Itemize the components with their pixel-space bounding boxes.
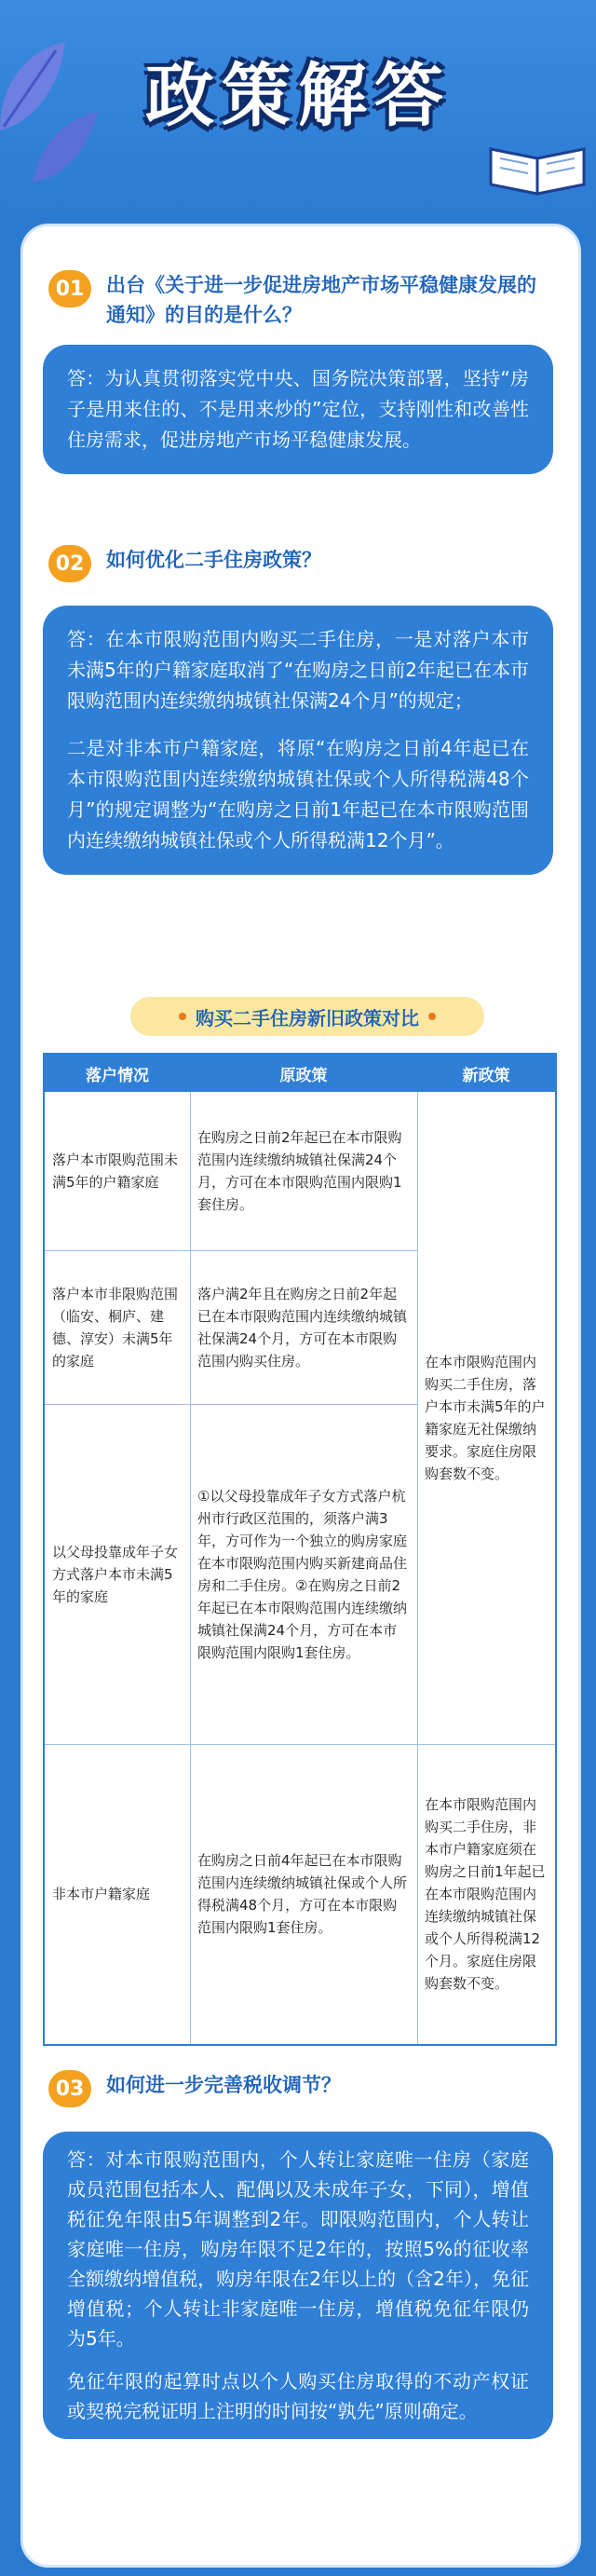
table-cell-merged: 在本市限购范围内购买二手住房，落户本市未满5年的户籍家庭无社保缴纳要求。家庭住房限购套数不变。 xyxy=(425,1354,546,1482)
comparison-heading-text: 购买二手住房新旧政策对比 xyxy=(196,1006,419,1029)
header-banner xyxy=(0,0,596,224)
table-cell: 落户满2年且在购房之日前2年起已在本市限购范围内连续缴纳城镇社保满24个月，方可在本市限购范围内购买住房。 xyxy=(197,1285,408,1370)
question-2 xyxy=(48,545,321,582)
question-3 xyxy=(48,2070,341,2107)
question-number: 01 xyxy=(48,270,91,307)
answer-paragraph: 答：在本市限购范围内购买二手住房，一是对落户本市未满5年的户籍家庭取消了“在购房之日前2年起已在本市限购范围内连续缴纳城镇社保满24个月”的规定； xyxy=(67,628,529,712)
answer-paragraph: 二是对非本市户籍家庭，将原“在购房之日前4年起已在本市限购范围内连续缴纳城镇社保或个人所得税满48个月”的规定调整为“在购房之日前1年起已在本市限购范围内连续缴纳城镇社保或个人所得税满12个月”。 xyxy=(67,737,529,852)
answer-paragraph: 答：对本市限购范围内，个人转让家庭唯一住房（家庭成员范围包括本人、配偶以及未成年子女，下同），增值税征免年限由5年调整到2年。即限购范围内，个人转让家庭唯一住房，购房年限不足2年的，按照5%的征收率全额缴纳增值税，购房年限在2年以上的（含2年），免征增值税；个人转让非家庭唯一住房，增值税免征年限仍为5年。 xyxy=(67,2148,529,2350)
answer-1 xyxy=(43,345,553,474)
table-cell: 在购房之日前4年起已在本市限购范围内连续缴纳城镇社保或个人所得税满48个月，方可在本市限购范围内限购1套住房。 xyxy=(197,1852,408,1936)
table-cell: 在购房之日前2年起已在本市限购范围内连续缴纳城镇社保满24个月，方可在本市限购范围内限购1套住房。 xyxy=(197,1129,402,1213)
question-text: 出台《关于进一步促进房地产市场平稳健康发展的通知》的目的是什么？ xyxy=(106,274,536,326)
question-number: 02 xyxy=(48,545,91,582)
page-title: 政策解答 xyxy=(145,56,451,136)
table-cell: 落户本市限购范围未满5年的户籍家庭 xyxy=(52,1152,179,1191)
comparison-table xyxy=(43,1053,557,2046)
question-number: 03 xyxy=(48,2070,91,2107)
table-cell: 在本市限购范围内购买二手住房，非本市户籍家庭须在购房之日前1年起已在本市限购范围内连续缴纳城镇社保或个人所得税满12个月。家庭住房限购套数不变。 xyxy=(425,1796,546,1992)
table-header xyxy=(45,1055,555,1092)
dot-icon xyxy=(428,1013,436,1020)
column-header: 原政策 xyxy=(279,1066,328,1085)
table-cell: 落户本市非限购范围（临安、桐庐、建德、淳安）未满5年的家庭 xyxy=(52,1285,179,1370)
question-text: 如何优化二手住房政策？ xyxy=(106,549,321,571)
table-cell: 非本市户籍家庭 xyxy=(52,1886,151,1902)
answer-text: 答：为认真贯彻落实党中央、国务院决策部署，坚持“房子是用来住的、不是用来炒的”定位，支持刚性和改善性住房需求，促进房地产市场平稳健康发展。 xyxy=(67,367,529,451)
comparison-heading xyxy=(130,997,484,1036)
question-1 xyxy=(48,270,544,330)
answer-paragraph: 免征年限的起算时点以个人购买住房取得的不动产权证或契税完税证明上注明的时间按“孰先”原则确定。 xyxy=(67,2370,529,2422)
answer-2 xyxy=(43,606,553,875)
answer-3 xyxy=(43,2132,553,2439)
column-header: 落户情况 xyxy=(86,1066,149,1085)
question-text: 如何进一步完善税收调节？ xyxy=(106,2074,341,2096)
table-cell: 以父母投靠成年子女方式落户本市未满5年的家庭 xyxy=(52,1543,179,1605)
dot-icon xyxy=(179,1013,186,1020)
table-cell: ①以父母投靠成年子女方式落户杭州市行政区范围的，须落户满3年，方可作为一个独立的购房家庭在本市限购范围内购买新建商品住房和二手住房。②在购房之日前2年起已在本市限购范围内连续缴纳城镇社保满24个月，方可在本市限购范围内限购1套住房。 xyxy=(197,1487,408,1661)
column-header: 新政策 xyxy=(462,1066,510,1085)
book-icon xyxy=(486,130,589,196)
